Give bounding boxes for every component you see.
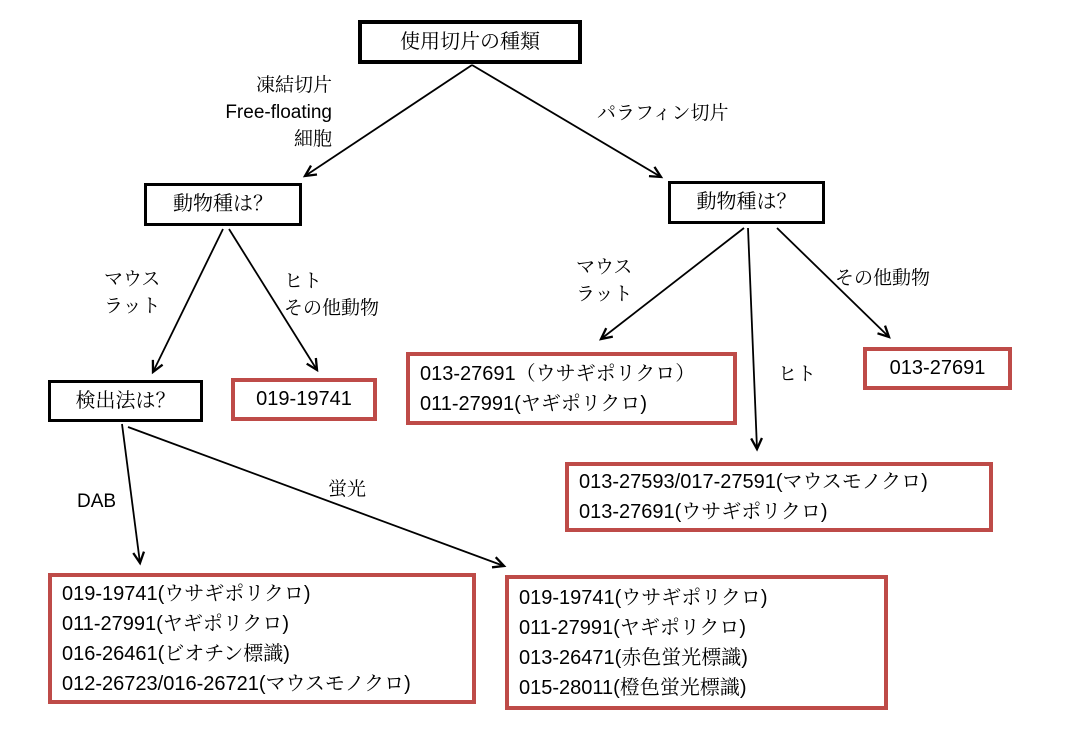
node-section-type [358, 20, 582, 64]
edge-label-human-right: ヒト [778, 364, 817, 385]
edge-fluorescence-arrow [128, 427, 504, 566]
result-line: 013-27691（ウサギポリクロ） [420, 362, 696, 385]
node-animal-species-right-label: 動物種は？ [696, 191, 797, 213]
node-animal-species-right [668, 181, 825, 224]
edge-label-fluorescence: 蛍光 [328, 479, 367, 500]
edge-label-human-other-left [284, 268, 379, 322]
edge-label-frozen-section [182, 72, 332, 153]
edge-label-mouse-rat-right [576, 254, 633, 308]
edge-label-dab: DAB [77, 491, 117, 512]
result-line: 019-19741(ウサギポリクロ) [519, 586, 768, 609]
node-animal-species-left [144, 183, 302, 226]
edge-label-line: マウス [576, 257, 633, 278]
result-paraffin-other-code: 013-27691 [889, 357, 986, 379]
node-section-type-label: 使用切片の種類 [400, 30, 540, 53]
edge-label-line: 細胞 [293, 129, 332, 150]
result-fluorescence [505, 575, 888, 710]
result-paraffin-human [565, 462, 993, 532]
edge-label-paraffin-section: パラフィン切片 [597, 103, 729, 124]
edge-label-mouse-rat-left [104, 266, 161, 320]
result-paraffin-mouse-rat [406, 352, 737, 425]
edge-human-right-arrow [748, 228, 757, 449]
node-detection-method [48, 380, 203, 422]
result-line: 016-26461(ビオチン標識) [62, 642, 290, 665]
result-line: 011-27991(ヤギポリクロ) [420, 392, 648, 415]
edge-label-other-right: その他動物 [835, 268, 931, 289]
edge-label-line: Free-floating [225, 102, 332, 123]
result-line: 013-27593/017-27591(マウスモノクロ) [579, 471, 928, 493]
result-frozen-human-other-code: 019-19741 [256, 388, 352, 410]
result-paraffin-other [863, 347, 1012, 390]
result-line: 012-26723/016-26721(マウスモノクロ) [62, 672, 411, 695]
result-frozen-human-other [231, 378, 377, 421]
result-line: 013-27691(ウサギポリクロ) [579, 501, 828, 523]
result-line: 019-19741(ウサギポリクロ) [62, 582, 311, 605]
edge-label-line: ラット [576, 284, 633, 305]
result-line: 011-27991(ヤギポリクロ) [62, 612, 290, 635]
result-dab [48, 573, 476, 704]
result-line: 013-26471(赤色蛍光標識) [519, 646, 748, 669]
edge-label-line: マウス [104, 269, 161, 290]
result-line: 011-27991(ヤギポリクロ) [519, 616, 747, 639]
edge-label-line: 凍結切片 [255, 75, 332, 96]
node-animal-species-left-label: 動物種は？ [173, 193, 273, 215]
edge-label-line: ヒト [284, 271, 323, 292]
edge-label-line: その他動物 [284, 298, 380, 319]
result-line: 015-28011(橙色蛍光標識) [519, 676, 747, 699]
edge-dab-arrow [122, 424, 140, 563]
edge-mouse-rat-left-arrow [153, 229, 223, 372]
edge-label-line: ラット [104, 296, 161, 317]
node-detection-method-label: 検出法は？ [75, 389, 176, 412]
